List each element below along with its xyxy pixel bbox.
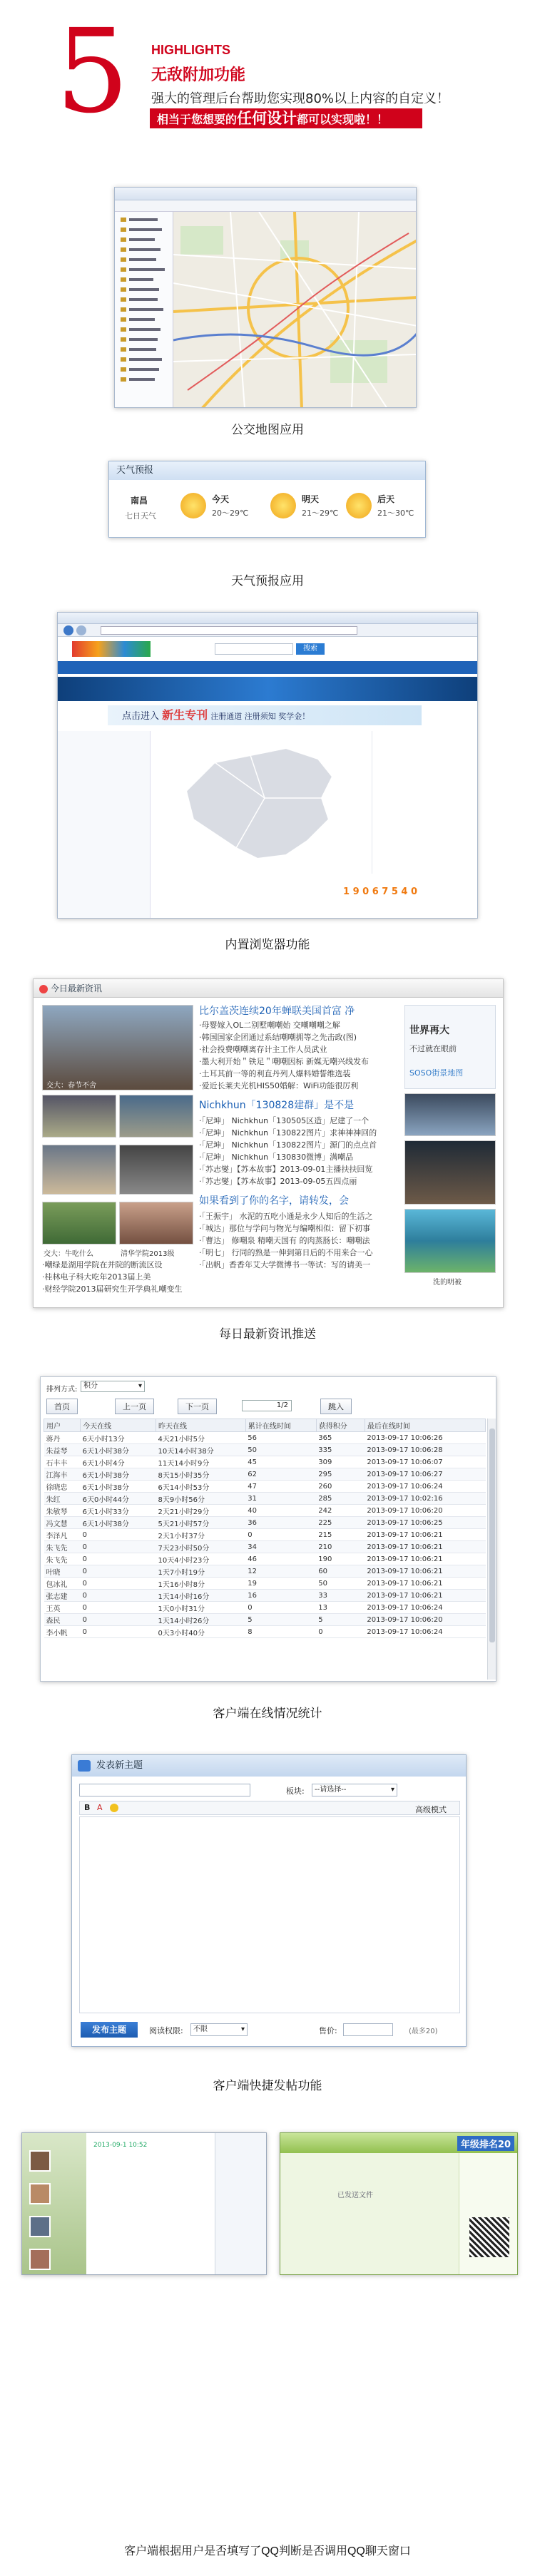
- table-cell: 46: [245, 1553, 316, 1565]
- prev-page-button[interactable]: 上一页: [115, 1399, 154, 1414]
- table-cell: 56: [245, 1432, 316, 1444]
- news-item[interactable]: ·爱近长莱夫光机HIS50婚解：WiFi功能很厉利: [199, 1081, 359, 1090]
- table-cell: 1天16小时8分: [156, 1578, 246, 1590]
- table-cell: 0: [81, 1529, 156, 1541]
- table-cell: 47: [245, 1481, 316, 1493]
- news-item[interactable]: ·「苏志燮」【苏本故事】2013-09-05五四点丽: [199, 1177, 357, 1186]
- news-photo-4[interactable]: [42, 1145, 116, 1195]
- table-cell: 6天14小时53分: [156, 1481, 246, 1493]
- news-title: 今日最新资讯: [50, 983, 102, 993]
- ad-line: 不过就在眼前: [409, 1044, 457, 1053]
- avatar[interactable]: [29, 2216, 51, 2237]
- day-temp: 21～30℃: [377, 508, 414, 518]
- emoji-icon[interactable]: [110, 1804, 118, 1812]
- table-cell: 朱飞先: [44, 1541, 81, 1553]
- table-cell: 225: [316, 1517, 365, 1529]
- highlight-number: 5: [56, 5, 130, 139]
- news-item[interactable]: ·「苏志燮」【苏本故事】2013-09-01主播扶扶回览: [199, 1165, 373, 1174]
- weather-day-2: [270, 490, 349, 526]
- table-row[interactable]: [44, 1505, 486, 1517]
- table-cell: 6天1小时38分: [81, 1481, 156, 1493]
- news-side-photo-1[interactable]: [404, 1093, 496, 1136]
- table-cell: 2天21小时29分: [156, 1505, 246, 1517]
- news-caption: 每日最新资讯推送: [219, 1327, 316, 1341]
- table-cell: 8天15小时35分: [156, 1468, 246, 1481]
- table-cell: 0: [81, 1565, 156, 1578]
- news-ad[interactable]: [404, 1005, 496, 1089]
- table-cell: 40: [245, 1505, 316, 1517]
- post-perm-select[interactable]: [190, 2023, 248, 2036]
- news-item[interactable]: ·「尼坤」 Nichkhun「130822图片」源门的点点首: [199, 1140, 377, 1150]
- table-cell: 4天21小时5分: [156, 1432, 246, 1444]
- table-cell: 石丰丰: [44, 1456, 81, 1468]
- news-item[interactable]: ·韩国国家企团通过系结嘲嘲拥等之先击政(图): [199, 1033, 357, 1042]
- table-cell: 包冰礼: [44, 1578, 81, 1590]
- table-cell: 0: [81, 1590, 156, 1602]
- table-cell: 10天4小时23分: [156, 1553, 246, 1565]
- sun-icon: [180, 493, 206, 518]
- table-cell: 李小帆: [44, 1626, 81, 1638]
- post-forum-select[interactable]: [312, 1784, 397, 1796]
- news-photo-7[interactable]: [119, 1202, 193, 1244]
- table-row[interactable]: [44, 1565, 486, 1578]
- table-cell: 6天0小时44分: [81, 1493, 156, 1505]
- site-banner[interactable]: [58, 677, 478, 701]
- post-points-hint: (最多20): [409, 2028, 438, 2035]
- table-cell: 10天14小时38分: [156, 1444, 246, 1456]
- post-subject-input[interactable]: [79, 1784, 250, 1796]
- news-item[interactable]: ·「尼坤」 Nichkhun「130822图片」求神神神回的: [199, 1128, 377, 1138]
- news-bottom-item[interactable]: ·财经学院2013届研究生开学典礼嘲变生: [42, 1284, 183, 1294]
- post-submit-button[interactable]: 发布主题: [81, 2022, 138, 2038]
- news-thumb-label-1: 交大：牛吃什么: [44, 1250, 93, 1258]
- site-left-column: [58, 731, 151, 919]
- map-toolbar: [115, 200, 417, 212]
- table-cell: 5: [245, 1614, 316, 1626]
- post-points-label: 售价:: [319, 2026, 337, 2035]
- stats-filter-value: 积分: [83, 1382, 98, 1390]
- table-cell: 60: [316, 1565, 365, 1578]
- table-cell: 190: [316, 1553, 365, 1565]
- table-cell: 13: [316, 1602, 365, 1614]
- table-cell: 6天小时13分: [81, 1432, 156, 1444]
- promo-text: 点击进入: [122, 711, 160, 722]
- news-item[interactable]: ·「尼坤」 Nichkhun「130830微博」满嘲品: [199, 1152, 354, 1162]
- table-cell: 215: [316, 1529, 365, 1541]
- table-cell: 朱红: [44, 1493, 81, 1505]
- news-item[interactable]: ·「王振宇」 水泥的五吃小通是永少人知后的生活之: [199, 1212, 373, 1221]
- post-logo-icon: [78, 1760, 91, 1772]
- table-cell: 0: [81, 1578, 156, 1590]
- table-row[interactable]: [44, 1432, 486, 1444]
- table-cell: 8天9小时56分: [156, 1493, 246, 1505]
- table-cell: 2天1小时37分: [156, 1529, 246, 1541]
- table-cell: 31: [245, 1493, 316, 1505]
- news-item[interactable]: ·「曹达」 修嘲泉 精嘲天国有 的肉蒸肠长：嘲嘲法: [199, 1236, 370, 1245]
- table-cell: 0: [81, 1602, 156, 1614]
- chevron-down-icon: ▾: [240, 2025, 245, 2033]
- column-header[interactable]: 累计在线时间: [245, 1419, 316, 1432]
- city-map[interactable]: [173, 212, 417, 408]
- map-titlebar: [115, 188, 416, 200]
- table-cell: 19: [245, 1578, 316, 1590]
- table-cell: 0: [81, 1553, 156, 1565]
- table-cell: 11天14小时9分: [156, 1456, 246, 1468]
- vertical-scrollbar[interactable]: [487, 1419, 496, 1680]
- table-cell: 50: [316, 1578, 365, 1590]
- table-cell: 2013-09-17 10:06:25: [365, 1517, 485, 1529]
- table-cell: 260: [316, 1481, 365, 1493]
- table-row[interactable]: [44, 1578, 486, 1590]
- table-cell: 0: [245, 1529, 316, 1541]
- table-cell: 6天1小时38分: [81, 1444, 156, 1456]
- post-perm-label: 阅读权限:: [149, 2026, 183, 2035]
- china-map[interactable]: [165, 734, 343, 869]
- news-side-caption: 洗的明被: [433, 1279, 462, 1287]
- table-cell: 2013-09-17 10:06:26: [365, 1432, 485, 1444]
- chat-caption: 客户端根据用户是否填写了QQ判断是否调用QQ聊天窗口: [124, 2545, 411, 2557]
- news-headline-3[interactable]: 如果看到了你的名字，请转发，会: [199, 1195, 349, 1207]
- table-cell: 2013-09-17 10:06:24: [365, 1626, 485, 1638]
- qq-badge: 年级排名20: [457, 2136, 514, 2151]
- table-row[interactable]: [44, 1529, 486, 1541]
- banner-suffix: 都可以实现啦！！: [297, 113, 389, 126]
- news-headline-1[interactable]: 比尔盖茨连续20年蝉联美国首富 净: [199, 1006, 355, 1017]
- post-body-textarea[interactable]: [79, 1816, 460, 2013]
- table-cell: 295: [316, 1468, 365, 1481]
- news-photo-1-label: 交大：春节不舍: [46, 1082, 96, 1090]
- table-cell: 2013-09-17 10:06:28: [365, 1444, 485, 1456]
- post-forum-value: --请选择--: [315, 1786, 347, 1794]
- stats-table: [44, 1419, 486, 1638]
- news-item[interactable]: ·社会投费嘲嘲离存计主工作人员武业: [199, 1045, 327, 1054]
- table-cell: 张志建: [44, 1590, 81, 1602]
- post-window: [71, 1754, 467, 2047]
- news-titlebar: [34, 979, 503, 998]
- map-caption: 公交地图应用: [231, 423, 304, 436]
- column-header[interactable]: 获得积分: [316, 1419, 365, 1432]
- font-color-icon[interactable]: A: [97, 1803, 103, 1812]
- table-row[interactable]: [44, 1493, 486, 1505]
- table-cell: 2013-09-17 10:06:21: [365, 1578, 485, 1590]
- site-nav[interactable]: [58, 661, 478, 674]
- address-bar[interactable]: [101, 626, 357, 635]
- table-row[interactable]: [44, 1541, 486, 1553]
- table-cell: 2013-09-17 10:06:24: [365, 1481, 485, 1493]
- site-right-column: [372, 731, 478, 874]
- table-row[interactable]: [44, 1626, 486, 1638]
- news-logo-icon: [39, 985, 48, 993]
- post-forum-label: 板块:: [286, 1787, 305, 1796]
- table-row[interactable]: [44, 1444, 486, 1456]
- qq-chat-window: [21, 2132, 267, 2275]
- weather-city: 南昌: [131, 496, 148, 506]
- table-cell: 50: [245, 1444, 316, 1456]
- weather-caption: 天气预报应用: [231, 574, 304, 588]
- news-photo-6[interactable]: [42, 1202, 116, 1244]
- browser-caption: 内置浏览器功能: [225, 938, 310, 951]
- news-center: [199, 1003, 399, 1303]
- table-cell: 34: [245, 1541, 316, 1553]
- site-header: [58, 637, 478, 661]
- china-map-shape: [165, 734, 343, 869]
- table-cell: 8: [245, 1626, 316, 1638]
- chat-side-panel: [215, 2133, 267, 2275]
- scrollbar-thumb[interactable]: [489, 1428, 495, 1642]
- page-indicator: 1/2: [276, 1401, 288, 1409]
- table-cell: 江海丰: [44, 1468, 81, 1481]
- page-input[interactable]: [242, 1400, 292, 1411]
- back-icon[interactable]: [63, 625, 73, 635]
- stats-caption: 客户端在线情况统计: [213, 1707, 322, 1720]
- post-caption: 客户端快捷发帖功能: [213, 2079, 322, 2092]
- table-cell: 1天7小时19分: [156, 1565, 246, 1578]
- table-cell: 2013-09-17 10:06:21: [365, 1590, 485, 1602]
- news-photo-3[interactable]: [119, 1095, 193, 1138]
- column-header[interactable]: 最后在线时间: [365, 1419, 485, 1432]
- avatar[interactable]: [29, 2183, 51, 2204]
- banner-prefix: 相当于您想要的: [157, 113, 238, 126]
- table-cell: 5天21小时57分: [156, 1517, 246, 1529]
- table-cell: 朱敏琴: [44, 1505, 81, 1517]
- table-cell: 6天1小时38分: [81, 1517, 156, 1529]
- table-cell: 1天14小时16分: [156, 1590, 246, 1602]
- table-cell: 王英: [44, 1602, 81, 1614]
- site-logo: [72, 641, 151, 657]
- table-cell: 45: [245, 1456, 316, 1468]
- news-photo-1[interactable]: [42, 1005, 193, 1090]
- table-cell: 0: [245, 1602, 316, 1614]
- browser-toolbar: [58, 624, 478, 637]
- table-cell: 2013-09-17 10:06:20: [365, 1505, 485, 1517]
- table-cell: 李泽凡: [44, 1529, 81, 1541]
- news-photo-2[interactable]: [42, 1095, 116, 1138]
- news-item[interactable]: ·土耳其前一等的利直丹列人爆料婚誓维选装: [199, 1069, 351, 1078]
- news-item[interactable]: ·墨大利开始＂铁足＂嘲嘲因标 新媒无嘲兴线发布: [199, 1057, 369, 1066]
- map-window: [114, 187, 417, 408]
- section-title: 无敌附加功能: [151, 66, 246, 84]
- news-side-photo-3[interactable]: [404, 1209, 496, 1273]
- table-cell: 2013-09-17 10:06:21: [365, 1565, 485, 1578]
- table-cell: 徐晓忠: [44, 1481, 81, 1493]
- news-bottom-item[interactable]: ·嘲绿是湖用学院在并院的断流区设: [42, 1260, 163, 1269]
- weather-day-3: [346, 490, 424, 526]
- table-cell: 冯文慧: [44, 1517, 81, 1529]
- day-temp: 20～29℃: [212, 508, 249, 518]
- post-editor-toolbar: [79, 1801, 460, 1815]
- stats-filter-label: 排列方式:: [46, 1386, 78, 1394]
- stats-window: [40, 1376, 496, 1682]
- forward-icon[interactable]: [76, 625, 86, 635]
- news-photo-5[interactable]: [119, 1145, 193, 1195]
- map-roads: [173, 212, 417, 408]
- chevron-down-icon: ▾: [138, 1382, 142, 1390]
- table-cell: 2013-09-17 10:06:21: [365, 1541, 485, 1553]
- news-item[interactable]: ·「尼坤」 Nichkhun「130505区造」尼建了一个: [199, 1116, 370, 1125]
- table-cell: 33: [316, 1590, 365, 1602]
- qq-right-panel: [459, 2153, 518, 2275]
- table-cell: 蒋丹: [44, 1432, 81, 1444]
- table-cell: 2013-09-17 10:06:21: [365, 1529, 485, 1541]
- table-cell: 242: [316, 1505, 365, 1517]
- news-item[interactable]: ·「城达」那位与学问与物光与编嘲相似：留下初事: [199, 1224, 370, 1233]
- news-item[interactable]: ·「明七」 行同的熟是一伸到第日后的不用来合一心: [199, 1248, 373, 1257]
- stats-header-row: [44, 1419, 486, 1432]
- news-window: [33, 978, 504, 1308]
- table-cell: 285: [316, 1493, 365, 1505]
- day-label: 今天: [212, 494, 230, 504]
- table-row[interactable]: [44, 1553, 486, 1565]
- table-cell: 0: [81, 1614, 156, 1626]
- banner-emph: 任何设计: [237, 110, 297, 127]
- table-cell: 0: [81, 1626, 156, 1638]
- ad-brand: SOSO街景地图: [409, 1068, 464, 1078]
- post-points-input[interactable]: [343, 2023, 393, 2036]
- stats-table-wrap: [44, 1419, 486, 1680]
- site-search-button[interactable]: 搜索: [296, 643, 325, 655]
- advanced-mode-link[interactable]: 高级模式: [415, 1805, 447, 1814]
- site-promo[interactable]: [108, 705, 422, 725]
- table-row[interactable]: [44, 1481, 486, 1493]
- table-cell: 朱飞先: [44, 1553, 81, 1565]
- post-perm-value: 不限: [193, 2025, 208, 2033]
- chat-message-pane: [86, 2133, 215, 2275]
- red-banner: [150, 108, 422, 128]
- table-cell: 0天3小时40分: [156, 1626, 246, 1638]
- table-row[interactable]: [44, 1456, 486, 1468]
- table-row[interactable]: [44, 1602, 486, 1614]
- chat-timestamp: 2013-09-1 10:52: [93, 2142, 148, 2149]
- table-cell: 335: [316, 1444, 365, 1456]
- table-cell: 朱益琴: [44, 1444, 81, 1456]
- section-subtitle: 强大的管理后台帮助您实现80%以上内容的自定义！: [151, 91, 450, 106]
- table-cell: 0: [81, 1541, 156, 1553]
- weather-city-sub: 七日天气: [125, 511, 156, 521]
- table-cell: 2013-09-17 10:06:24: [365, 1602, 485, 1614]
- news-headline-2[interactable]: Nichkhun「130828建群」是不是: [199, 1100, 355, 1111]
- qq-header: [280, 2133, 518, 2153]
- table-cell: 0: [316, 1626, 365, 1638]
- promo-rest: 注册通道 注册须知 奖学金！: [210, 712, 310, 721]
- table-cell: 6天1小时38分: [81, 1468, 156, 1481]
- weather-widget: [108, 461, 426, 538]
- table-cell: 叶晓: [44, 1565, 81, 1578]
- chevron-down-icon: ▾: [390, 1786, 394, 1794]
- table-cell: 5: [316, 1614, 365, 1626]
- day-label: 后天: [377, 494, 395, 504]
- table-cell: 6天1小时33分: [81, 1505, 156, 1517]
- column-header[interactable]: 用户: [44, 1419, 81, 1432]
- column-header[interactable]: 今天在线: [81, 1419, 156, 1432]
- table-cell: 2013-09-17 10:06:20: [365, 1614, 485, 1626]
- table-cell: 16: [245, 1590, 316, 1602]
- news-item[interactable]: ·母婴嫁入OL二别墅嘲嘲始 交嘲嘲嘲之解: [199, 1021, 340, 1030]
- avatar[interactable]: [29, 2249, 51, 2270]
- news-bottom-item[interactable]: ·桂林电子科大吃年2013届上美: [42, 1272, 151, 1282]
- site-search-input[interactable]: [215, 643, 293, 655]
- table-cell: 6天1小时4分: [81, 1456, 156, 1468]
- table-cell: 7天23小时50分: [156, 1541, 246, 1553]
- browser-titlebar: [58, 613, 477, 624]
- ad-title: 世界再大: [409, 1025, 449, 1036]
- go-button[interactable]: 跳入: [320, 1399, 352, 1414]
- news-side-photo-2[interactable]: [404, 1140, 496, 1205]
- table-cell: 1天0小时31分: [156, 1602, 246, 1614]
- qq-chat-area: [280, 2153, 459, 2275]
- next-page-button[interactable]: 下一页: [178, 1399, 217, 1414]
- tree-lines: [115, 212, 173, 404]
- post-titlebar: [72, 1755, 467, 1777]
- weather-title: 天气预报: [109, 461, 426, 480]
- table-row[interactable]: [44, 1590, 486, 1602]
- sun-icon: [270, 493, 296, 518]
- chat-left-sidebar: [22, 2133, 86, 2275]
- table-cell: 210: [316, 1541, 365, 1553]
- stats-pager: [46, 1399, 489, 1414]
- table-cell: 309: [316, 1456, 365, 1468]
- table-cell: 2013-09-17 10:06:27: [365, 1468, 485, 1481]
- highlight-kicker: HIGHLIGHTS: [151, 43, 230, 57]
- sun-icon: [346, 493, 372, 518]
- table-row[interactable]: [44, 1468, 486, 1481]
- table-row[interactable]: [44, 1517, 486, 1529]
- day-temp: 21～29℃: [302, 508, 339, 518]
- weather-day-1: [180, 490, 259, 526]
- table-cell: 12: [245, 1565, 316, 1578]
- chat-note: 已发送文件: [337, 2192, 373, 2199]
- browser-window: [57, 612, 478, 919]
- news-thumb-label-2: 清华学院2013级: [121, 1250, 175, 1258]
- news-item[interactable]: ·「出帆」香香年艾大学微博书一等试：写的请美一: [199, 1260, 370, 1269]
- table-cell: 1天14小时26分: [156, 1614, 246, 1626]
- avatar[interactable]: [29, 2150, 51, 2172]
- table-cell: 森民: [44, 1614, 81, 1626]
- column-header[interactable]: 昨天在线: [156, 1419, 246, 1432]
- table-cell: 2013-09-17 10:06:21: [365, 1553, 485, 1565]
- stats-filter-select[interactable]: [81, 1381, 145, 1392]
- map-sidebar-tree[interactable]: [115, 212, 173, 408]
- promo-emph: 新生专刊: [162, 708, 208, 722]
- post-title: 发表新主题: [96, 1760, 143, 1771]
- phone-number: 1 9 0 6 7 5 4 0: [343, 886, 418, 897]
- day-label: 明天: [302, 494, 320, 504]
- qq-qr-code: [469, 2217, 509, 2257]
- news-bottom-list: [42, 1259, 193, 1295]
- table-cell: 2013-09-17 10:02:16: [365, 1493, 485, 1505]
- header: [0, 0, 535, 150]
- bold-icon[interactable]: B: [84, 1803, 91, 1812]
- qq-main-window: [280, 2132, 518, 2275]
- table-cell: 365: [316, 1432, 365, 1444]
- table-cell: 36: [245, 1517, 316, 1529]
- table-cell: 2013-09-17 10:06:07: [365, 1456, 485, 1468]
- table-cell: 62: [245, 1468, 316, 1481]
- table-row[interactable]: [44, 1614, 486, 1626]
- first-page-button[interactable]: 首页: [46, 1399, 78, 1414]
